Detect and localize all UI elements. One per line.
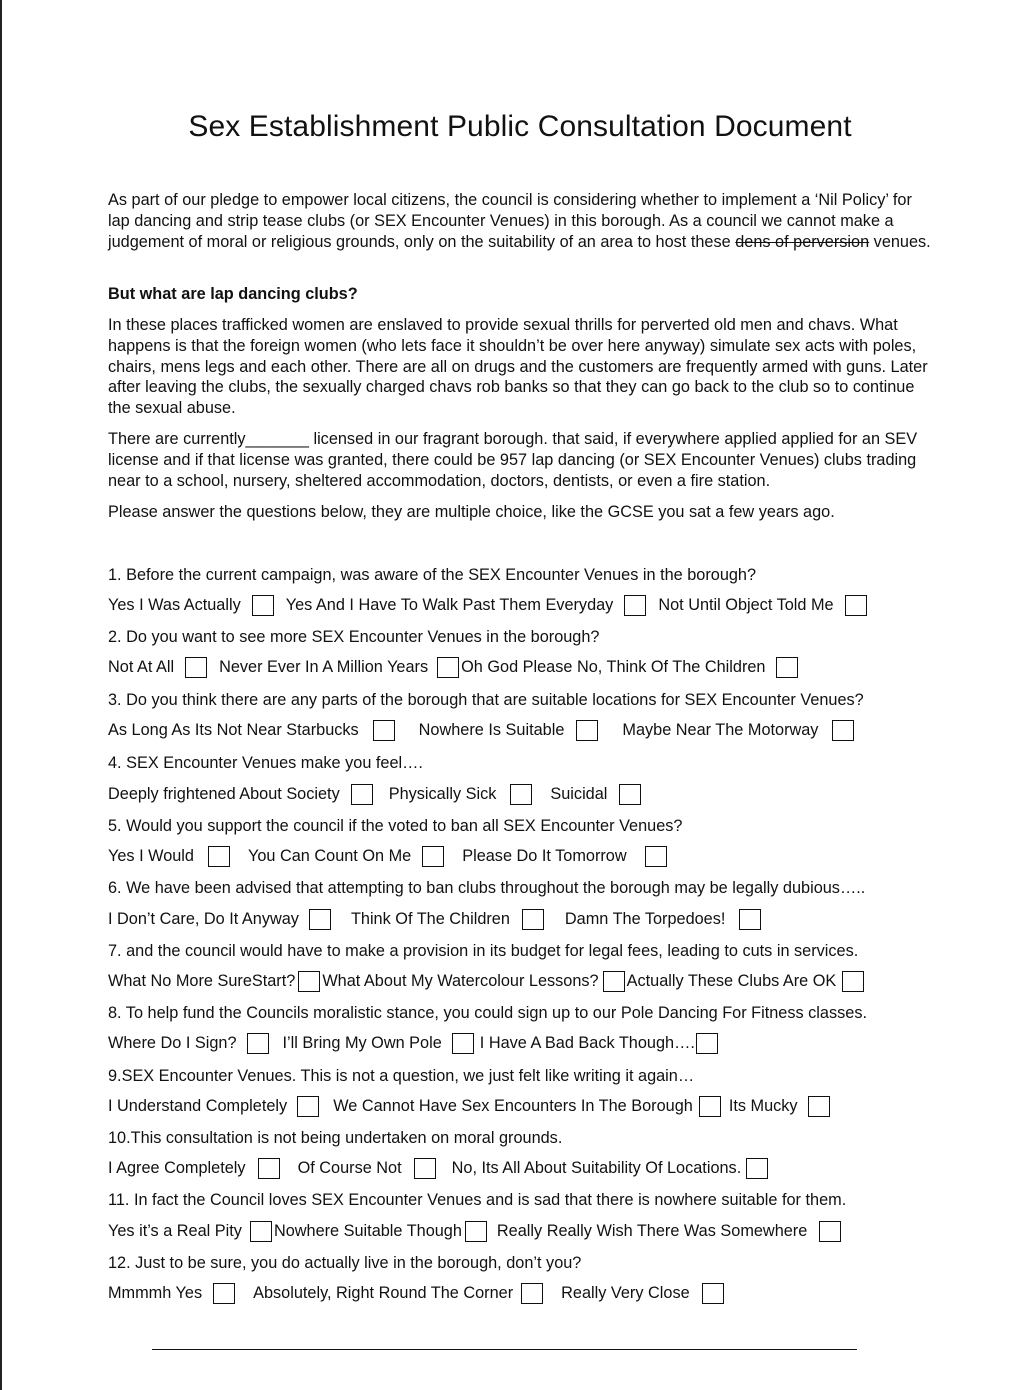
option-label: We Cannot Have Sex Encounters In The Borough [333, 1097, 693, 1115]
checkbox[interactable] [521, 1283, 543, 1304]
checkbox[interactable] [522, 909, 544, 930]
option-label: Yes And I Have To Walk Past Them Everyday [285, 596, 614, 614]
checkbox[interactable] [309, 909, 331, 930]
question-12: 12. Just to be sure, you do actually live in the borough, don’t you? [108, 1254, 582, 1272]
option-label: Mmmmh Yes [108, 1284, 203, 1302]
checkbox[interactable] [258, 1158, 280, 1179]
question-5: 5. Would you support the council if the voted to ban all SEX Encounter Venues? [108, 817, 683, 835]
checkbox[interactable] [746, 1158, 768, 1179]
option-label: You Can Count On Me [248, 847, 412, 865]
option-label: Think Of The Children [350, 910, 510, 928]
question-8: 8. To help fund the Councils moralistic stance, you could sign up to our Pole Dancing For Fitness classes. [108, 1004, 867, 1022]
option-label: Nowhere Is Suitable [418, 721, 565, 739]
option-label: I Understand Completely [108, 1097, 288, 1115]
checkbox[interactable] [832, 720, 854, 741]
checkbox[interactable] [414, 1158, 436, 1179]
question-3-options [108, 718, 854, 742]
checkbox[interactable] [185, 657, 207, 678]
option-label: Physically Sick [388, 785, 497, 803]
option-label: As Long As Its Not Near Starbucks [108, 721, 359, 739]
checkbox[interactable] [422, 846, 444, 867]
checkbox[interactable] [808, 1096, 830, 1117]
page-left-border [0, 0, 2, 1390]
intro-text-end: venues. [869, 232, 931, 251]
question-12-options [108, 1281, 724, 1305]
question-4-options [108, 782, 641, 806]
option-label: Its Mucky [728, 1097, 798, 1115]
checkbox[interactable] [696, 1033, 718, 1054]
checkbox[interactable] [702, 1283, 724, 1304]
question-2-options [108, 655, 798, 679]
question-5-options [108, 844, 667, 868]
option-label: Yes I Would [108, 847, 194, 865]
checkbox[interactable] [510, 784, 532, 805]
option-label: No, Its All About Suitability Of Locations. [451, 1159, 742, 1177]
checkbox[interactable] [250, 1221, 272, 1242]
intro-paragraph-3: There are currently_______ licensed in our fragrant borough. that said, if everywhere applied applied for an SEV license and if that license was granted, there could be 957 lap dancing (or SEX Encounter Venues) clubs trading near to a school, nursery, sheltered accommodation, doctors, dentists, or even a fire station. [108, 430, 918, 490]
option-label: What No More SureStart? [108, 972, 296, 990]
question-6: 6. We have been advised that attempting to ban clubs throughout the borough may be legally dubious….. [108, 879, 866, 897]
checkbox[interactable] [699, 1096, 721, 1117]
option-label: I Agree Completely [108, 1159, 246, 1177]
checkbox[interactable] [298, 971, 320, 992]
checkbox[interactable] [247, 1033, 269, 1054]
checkbox[interactable] [842, 971, 864, 992]
checkbox[interactable] [845, 595, 867, 616]
question-3: 3. Do you think there are any parts of the borough that are suitable locations for SEX Encounter Venues? [108, 691, 864, 709]
question-6-options [108, 907, 761, 931]
question-11: 11. In fact the Council loves SEX Encounter Venues and is sad that there is nowhere suitable for them. [108, 1191, 847, 1209]
option-label: Never Ever In A Million Years [219, 658, 429, 676]
checkbox[interactable] [297, 1096, 319, 1117]
intro-paragraph-4: Please answer the questions below, they are multiple choice, like the GCSE you sat a few years ago. [108, 503, 835, 521]
document-title: Sex Establishment Public Consultation Document [188, 110, 852, 143]
question-2: 2. Do you want to see more SEX Encounter Venues in the borough? [108, 628, 600, 646]
checkbox[interactable] [465, 1221, 487, 1242]
checkbox[interactable] [437, 657, 459, 678]
intro-text: As part of our pledge to empower local citizens, the council is considering whether to implement a ‘Nil Policy’ for lap dancing and strip tease clubs (or SEX Encounter Venues) in this borough. As a council we cannot make a judgement of moral or religious grounds, only on the suitability of an area to host these [108, 191, 912, 251]
checkbox[interactable] [351, 784, 373, 805]
option-label: Absolutely, Right Round The Corner [253, 1284, 514, 1302]
option-label: What About My Watercolour Lessons? [322, 972, 599, 990]
checkbox[interactable] [619, 784, 641, 805]
question-10: 10.This consultation is not being undertaken on moral grounds. [108, 1129, 563, 1147]
checkbox[interactable] [252, 595, 274, 616]
option-label: I Have A Bad Back Though…. [479, 1034, 695, 1052]
question-10-options [108, 1156, 768, 1180]
option-label: I Don’t Care, Do It Anyway [108, 910, 299, 928]
option-label: Actually These Clubs Are OK [626, 972, 837, 990]
option-label: Please Do It Tomorrow [462, 847, 627, 865]
checkbox[interactable] [208, 846, 230, 867]
option-label: Deeply frightened About Society [108, 785, 340, 803]
option-label: Oh God Please No, Think Of The Children [461, 658, 766, 676]
checkbox[interactable] [645, 846, 667, 867]
option-label: Nowhere Suitable Though [273, 1222, 462, 1240]
checkbox[interactable] [373, 720, 395, 741]
section-heading: But what are lap dancing clubs? [108, 285, 358, 303]
question-1: 1. Before the current campaign, was aware of the SEX Encounter Venues in the borough? [108, 566, 757, 584]
option-label: Not At All [108, 658, 175, 676]
option-label: Of Course Not [297, 1159, 402, 1177]
option-label: Damn The Torpedoes! [564, 910, 726, 928]
checkbox[interactable] [576, 720, 598, 741]
checkbox[interactable] [603, 971, 625, 992]
option-label: Maybe Near The Motorway [622, 721, 819, 739]
question-9-options [108, 1094, 830, 1118]
option-label: Not Until Object Told Me [658, 596, 834, 614]
checkbox[interactable] [624, 595, 646, 616]
option-label: Really Really Wish There Was Somewhere [496, 1222, 808, 1240]
question-9: 9.SEX Encounter Venues. This is not a question, we just felt like writing it again… [108, 1067, 695, 1085]
intro-paragraph-1 [108, 190, 938, 252]
checkbox[interactable] [739, 909, 761, 930]
question-1-options [108, 593, 867, 617]
question-4: 4. SEX Encounter Venues make you feel…. [108, 754, 423, 772]
question-7: 7. and the council would have to make a provision in its budget for legal fees, leading to cuts in services. [108, 942, 859, 960]
checkbox[interactable] [213, 1283, 235, 1304]
checkbox[interactable] [452, 1033, 474, 1054]
intro-paragraph-2: In these places trafficked women are enslaved to provide sexual thrills for perverted old men and chavs. What happens is that the foreign women (who lets face it shouldn’t be over here anyway) simulate sex acts with poles, chairs, mens legs and each other. There are all on drugs and the customers are frequently armed with guns. Later after leaving the clubs, the sexually charged chavs rob banks so that they can go back to the club so to continue the sexual abuse. [108, 316, 928, 418]
option-label: Yes it’s a Real Pity [108, 1222, 242, 1240]
signature-line [152, 1349, 857, 1350]
option-label: Yes I Was Actually [108, 596, 241, 614]
checkbox[interactable] [819, 1221, 841, 1242]
struck-text: dens of perversion [735, 232, 870, 251]
option-label: Where Do I Sign? [108, 1034, 237, 1052]
question-7-options [108, 969, 864, 993]
question-8-options [108, 1031, 718, 1055]
option-label: Really Very Close [561, 1284, 690, 1302]
option-label: Suicidal [550, 785, 608, 803]
option-label: I’ll Bring My Own Pole [282, 1034, 442, 1052]
question-11-options [108, 1219, 841, 1243]
checkbox[interactable] [776, 657, 798, 678]
